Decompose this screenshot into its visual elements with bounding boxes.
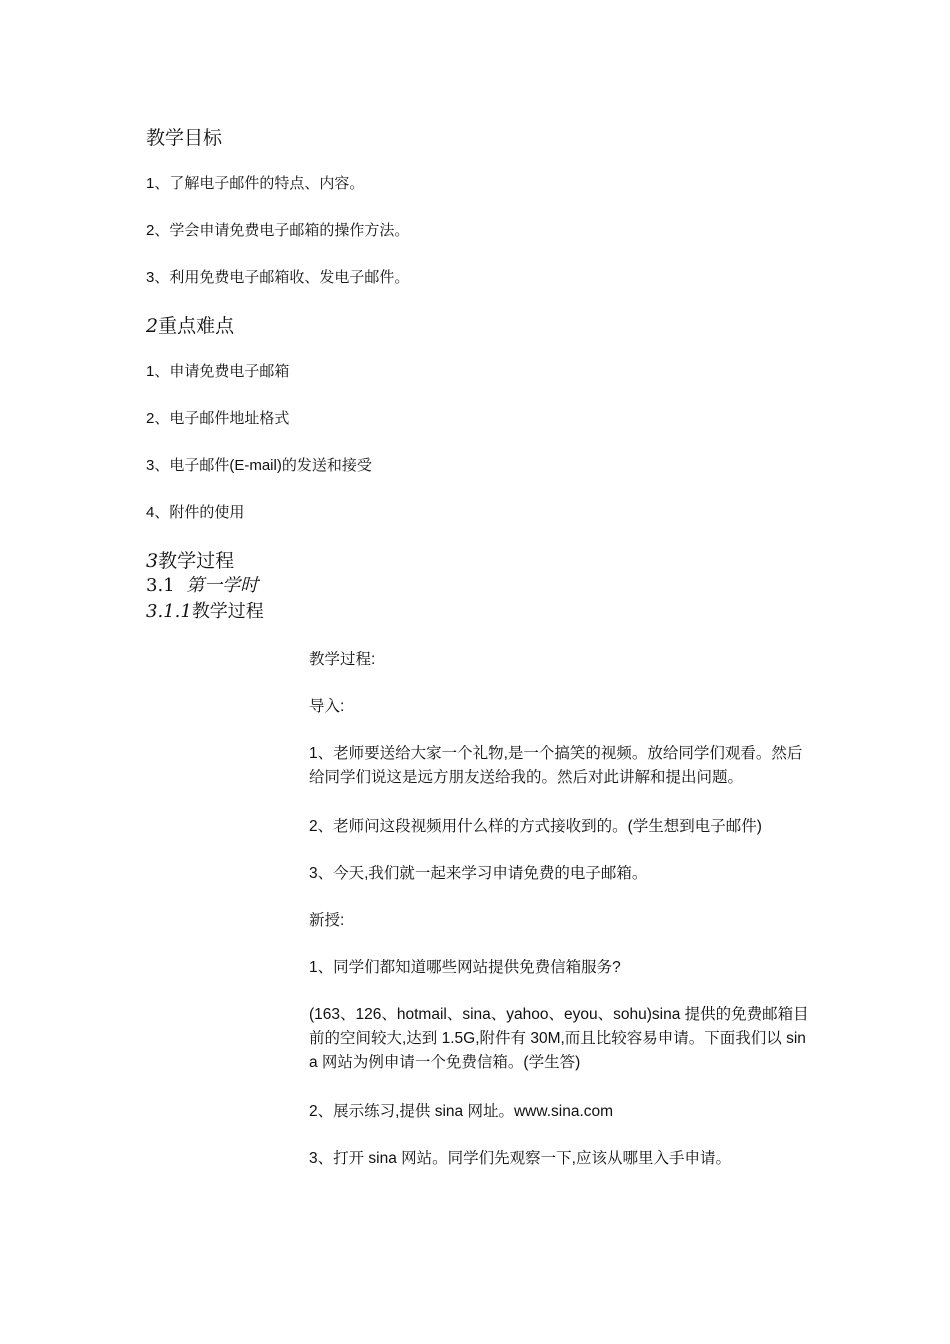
lesson-process-number: 3.1.1 <box>146 601 192 622</box>
lesson-process-heading <box>146 603 264 621</box>
key-points-heading <box>146 317 234 336</box>
lesson-number: 3.1 <box>146 575 175 596</box>
key-points-title: 重点难点 <box>158 315 235 337</box>
new-paragraph-2: 2、展示练习,提供 sina 网址。www.sina.com <box>309 1103 614 1120</box>
label-process: 教学过程: <box>309 651 376 668</box>
intro-paragraph-2: 2、老师问这段视频用什么样的方式接收到的。(学生想到电子邮件) <box>309 818 762 835</box>
lesson-heading <box>146 577 258 595</box>
lesson-process-title: 教学过程 <box>191 601 264 622</box>
key-point-item: 1、申请免费电子邮箱 <box>146 363 290 380</box>
objective-item: 1、了解电子邮件的特点、内容。 <box>146 175 365 192</box>
intro-paragraph-1: 1、老师要送给大家一个礼物,是一个搞笑的视频。放给同学们观看。然后给同学们说这是远方朋友送给我的。然后对此讲解和提出问题。 <box>309 745 803 786</box>
process-heading <box>146 552 234 571</box>
new-paragraph-1: 1、同学们都知道哪些网站提供免费信箱服务? <box>309 959 621 976</box>
process-title: 教学过程 <box>158 550 235 572</box>
objective-item: 3、利用免费电子邮箱收、发电子邮件。 <box>146 269 410 286</box>
key-point-item: 4、附件的使用 <box>146 504 245 521</box>
label-intro: 导入: <box>309 698 345 715</box>
new-paragraph-1-answer: (163、126、hotmail、sina、yahoo、eyou、sohu)sina 提供的免费邮箱目前的空间较大,达到 1.5G,附件有 30M,而且比较容易申请。下面我们以 sina 网站为例申请一个免费信箱。(学生答) <box>309 1006 809 1071</box>
key-point-item: 2、电子邮件地址格式 <box>146 410 290 427</box>
key-point-item: 3、电子邮件(E-mail)的发送和接受 <box>146 457 372 474</box>
objectives-heading: 教学目标 <box>146 127 223 149</box>
label-new-lesson: 新授: <box>309 912 345 929</box>
lesson-title: 第一学时 <box>186 575 259 596</box>
process-number: 3 <box>146 550 159 572</box>
new-paragraph-3: 3、打开 sina 网站。同学们先观察一下,应该从哪里入手申请。 <box>309 1150 731 1167</box>
key-points-number: 2 <box>146 315 159 337</box>
intro-paragraph-3: 3、今天,我们就一起来学习申请免费的电子邮箱。 <box>309 865 648 882</box>
objective-item: 2、学会申请免费电子邮箱的操作方法。 <box>146 222 410 239</box>
